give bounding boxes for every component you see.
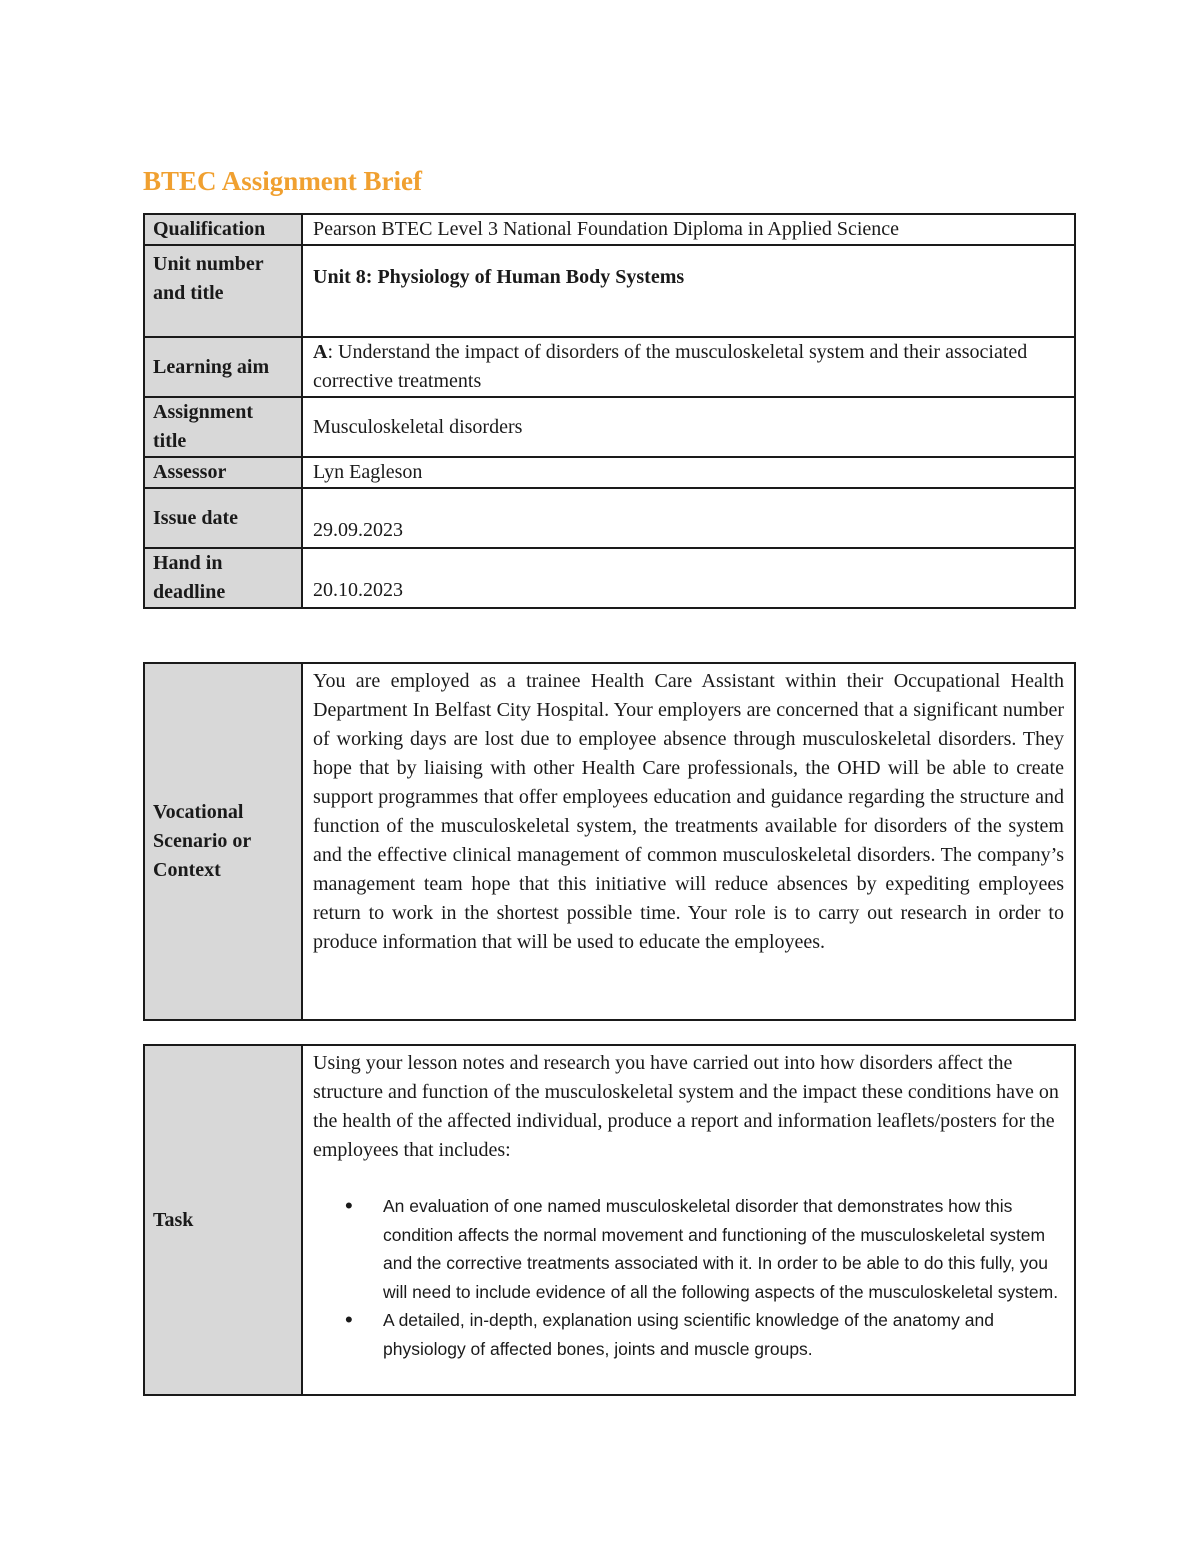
table-row [144, 214, 1075, 245]
table-row [144, 548, 1075, 608]
list-item: • An evaluation of one named musculoskeletal disorder that demonstrates how this condition affects the normal movement and functioning of the musculoskeletal system and the corrective treatments associated with it. In order to be able to do this fully, you will need to include evidence of all the following aspects of the musculoskeletal system. [383, 1192, 1064, 1306]
qualification-value: Pearson BTEC Level 3 National Foundation Diploma in Applied Science [302, 214, 1075, 245]
issue-date-value: 29.09.2023 [302, 488, 1075, 548]
table-row [144, 337, 1075, 397]
task-content [302, 1045, 1075, 1395]
qualification-label: Qualification [144, 214, 302, 245]
assessor-value: Lyn Eagleson [302, 457, 1075, 488]
assignment-title-label: Assignment title [144, 397, 302, 457]
brief-details-table [143, 213, 1076, 609]
table-row [144, 457, 1075, 488]
task-label: Task [144, 1045, 302, 1395]
issue-date-label: Issue date [144, 488, 302, 548]
task-table [143, 1044, 1076, 1396]
unit-value-cell [302, 245, 1075, 337]
learning-aim-text: : Understand the impact of disorders of the musculoskeletal system and their associated corrective treatments [313, 341, 1028, 392]
deadline-label: Hand in deadline [144, 548, 302, 608]
document-title: BTEC Assignment Brief [143, 166, 423, 196]
learning-aim-value [302, 337, 1075, 397]
learning-aim-label: Learning aim [144, 337, 302, 397]
list-item: • A detailed, in-depth, explanation using scientific knowledge of the anatomy and physiology of affected bones, joints and muscle groups. [383, 1306, 1064, 1363]
table-row [144, 397, 1075, 457]
table-row [144, 245, 1075, 337]
assignment-title-value: Musculoskeletal disorders [302, 397, 1075, 457]
deadline-value: 20.10.2023 [302, 548, 1075, 608]
unit-value: Unit 8: Physiology of Human Body Systems [313, 265, 685, 288]
task-bullet-list [313, 1192, 1064, 1363]
scenario-table [143, 662, 1076, 1021]
unit-label: Unit number and title [144, 245, 302, 337]
table-row [144, 663, 1075, 1020]
task-intro: Using your lesson notes and research you have carried out into how disorders affect the structure and function of the musculoskeletal system and the impact these conditions have on the health of the affected individual, produce a report and information leaflets/posters for the employees that includes: [313, 1052, 1059, 1161]
scenario-text: You are employed as a trainee Health Care Assistant within their Occupational Health Department In Belfast City Hospital. Your employers are concerned that a significant number of working days are lost due to employee absence through musculoskeletal disorders. They hope that by liaising with other Health Care professionals, the OHD will be able to create support programmes that offer employees education and guidance regarding the structure and function of the musculoskeletal system, the treatments available for disorders of the system and the effective clinical management of common musculoskeletal disorders. The company’s management team hope that this initiative will reduce absences by expediting employees return to work in the shortest possible time. Your role is to carry out research in order to produce information that will be used to educate the employees. [302, 663, 1075, 1020]
learning-aim-letter: A [313, 341, 328, 363]
assessor-label: Assessor [144, 457, 302, 488]
table-row [144, 1045, 1075, 1395]
table-row [144, 488, 1075, 548]
scenario-label: Vocational Scenario or Context [144, 663, 302, 1020]
